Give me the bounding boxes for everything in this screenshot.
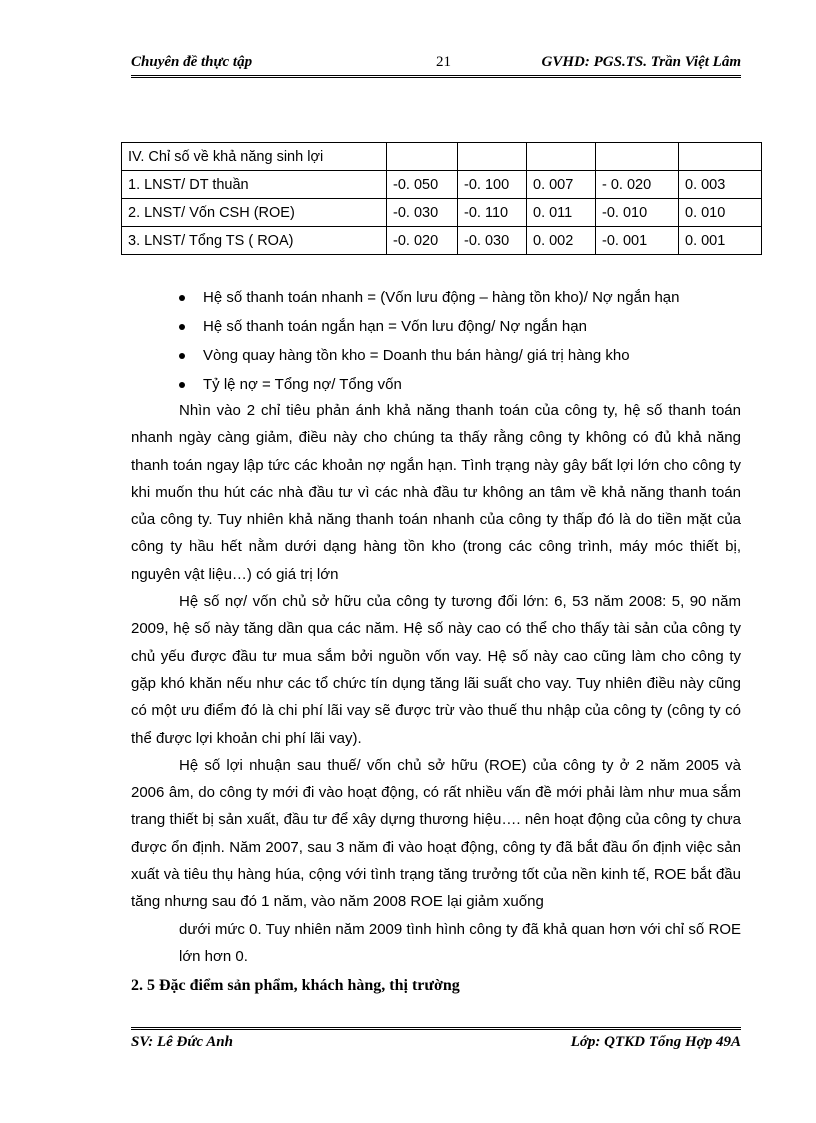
table-cell: 3. LNST/ Tổng TS ( ROA) <box>122 227 387 255</box>
table-cell: -0. 020 <box>387 227 458 255</box>
list-item: Hệ số thanh toán nhanh = (Vốn lưu động – hàng tồn kho)/ Nợ ngắn hạn <box>177 283 679 312</box>
table-cell: -0. 030 <box>387 199 458 227</box>
table-cell: 0. 002 <box>527 227 596 255</box>
paragraph: Hệ số nợ/ vốn chủ sở hữu của công ty tương đối lớn: 6, 53 năm 2008: 5, 90 năm 2009, hệ số này tăng dần qua các năm. Hệ số này cao có thể cho thấy tài sản của công ty chủ yếu được đầu tư mua sắm bởi nguồn vốn vay. Hệ số này cao cũng làm cho công ty gặp khó khăn nếu như các tổ chức tín dụng tăng lãi suất cho vay. Tuy nhiên điều này cũng có một ưu điểm đó là chi phí lãi vay sẽ được trừ vào thuế thu nhập của công ty (công ty có thể được lợi khoản chi phí lãi vay). <box>131 593 741 747</box>
footer-divider <box>131 1027 741 1030</box>
table-cell <box>458 143 527 171</box>
table-cell <box>527 143 596 171</box>
table-cell: -0. 100 <box>458 171 527 199</box>
page-number: 21 <box>436 54 451 70</box>
paragraph: Hệ số lợi nhuận sau thuế/ vốn chủ sở hữu (ROE) của công ty ở 2 năm 2005 và 2006 âm, do công ty mới đi vào hoạt động, có rất nhiều vấn đề mới phải làm như mua sắm trang thiết bị sản xuất, đầu tư để xây dựng thương hiệu…. nên hoạt động của công ty chưa được ổn định. Năm 2007, sau 3 năm đi vào hoạt động, công ty đã bắt đầu ổn định việc sản xuất và tiêu thụ hàng húa, cộng với tình trạng tăng trưởng tốt của nền kinh tế, ROE bắt đầu tăng nhưng sau đó 1 năm, vào năm 2008 ROE lại giảm xuống <box>131 756 741 911</box>
table-row <box>122 199 762 227</box>
list-item: Hệ số thanh toán ngắn hạn = Vốn lưu động/ Nợ ngắn hạn <box>177 312 679 341</box>
table-row <box>122 171 762 199</box>
paragraph: Nhìn vào 2 chỉ tiêu phản ánh khả năng thanh toán của công ty, hệ số thanh toán nhanh ngày càng giảm, điều này cho chúng ta thấy rằng công ty không có đủ khả năng thanh toán ngay lập tức các khoản nợ ngắn hạn. Tình trạng này gây bất lợi lớn cho công ty khi muốn thu hút các nhà đầu tư vì các nhà đầu tư không an tâm về khả năng thanh toán của công ty. Tuy nhiên khả năng thanh toán nhanh của công ty thấp đó là do tiền mặt của công ty hầu hết nằm dưới dạng hàng tồn kho (trong các công trình, máy móc thiết bị, nguyên vật liệu…) có giá trị lớn <box>131 402 741 583</box>
table-cell: - 0. 020 <box>596 171 679 199</box>
footer-student: SV: Lê Đức Anh <box>131 1034 233 1050</box>
list-item: Tỷ lệ nợ = Tổng nợ/ Tổng vốn <box>177 370 679 399</box>
table-cell <box>596 143 679 171</box>
header-supervisor: GVHD: PGS.TS. Trần Việt Lâm <box>541 54 741 70</box>
table-cell: 0. 007 <box>527 171 596 199</box>
header-title: Chuyên đề thực tập <box>131 54 253 70</box>
table-cell <box>679 143 762 171</box>
table-cell: 0. 003 <box>679 171 762 199</box>
list-item: Vòng quay hàng tồn kho = Doanh thu bán hàng/ giá trị hàng kho <box>177 341 679 370</box>
table-cell: IV. Chỉ số về khả năng sinh lợi <box>122 143 387 171</box>
table-cell: 1. LNST/ DT thuần <box>122 171 387 199</box>
table-cell: 0. 010 <box>679 199 762 227</box>
table-cell: 0. 001 <box>679 227 762 255</box>
table-row <box>122 227 762 255</box>
body-text <box>131 397 741 970</box>
table-cell: -0. 110 <box>458 199 527 227</box>
table-cell: -0. 050 <box>387 171 458 199</box>
page-header <box>131 52 741 76</box>
table-cell: -0. 010 <box>596 199 679 227</box>
table-cell: 0. 011 <box>527 199 596 227</box>
table-cell: -0. 001 <box>596 227 679 255</box>
section-heading: 2. 5 Đặc điểm sản phẩm, khách hàng, thị trường <box>131 977 460 994</box>
table-row <box>122 143 762 171</box>
header-divider <box>131 75 741 78</box>
page-footer <box>131 1034 741 1058</box>
table-cell <box>387 143 458 171</box>
profitability-table <box>121 142 762 255</box>
table-cell: 2. LNST/ Vốn CSH (ROE) <box>122 199 387 227</box>
paragraph: dưới mức 0. Tuy nhiên năm 2009 tình hình công ty đã khả quan hơn với chỉ số ROE lớn hơn 0. <box>179 920 741 965</box>
table-cell: -0. 030 <box>458 227 527 255</box>
formula-list <box>177 283 679 399</box>
footer-class: Lớp: QTKD Tổng Hợp 49A <box>570 1034 741 1050</box>
